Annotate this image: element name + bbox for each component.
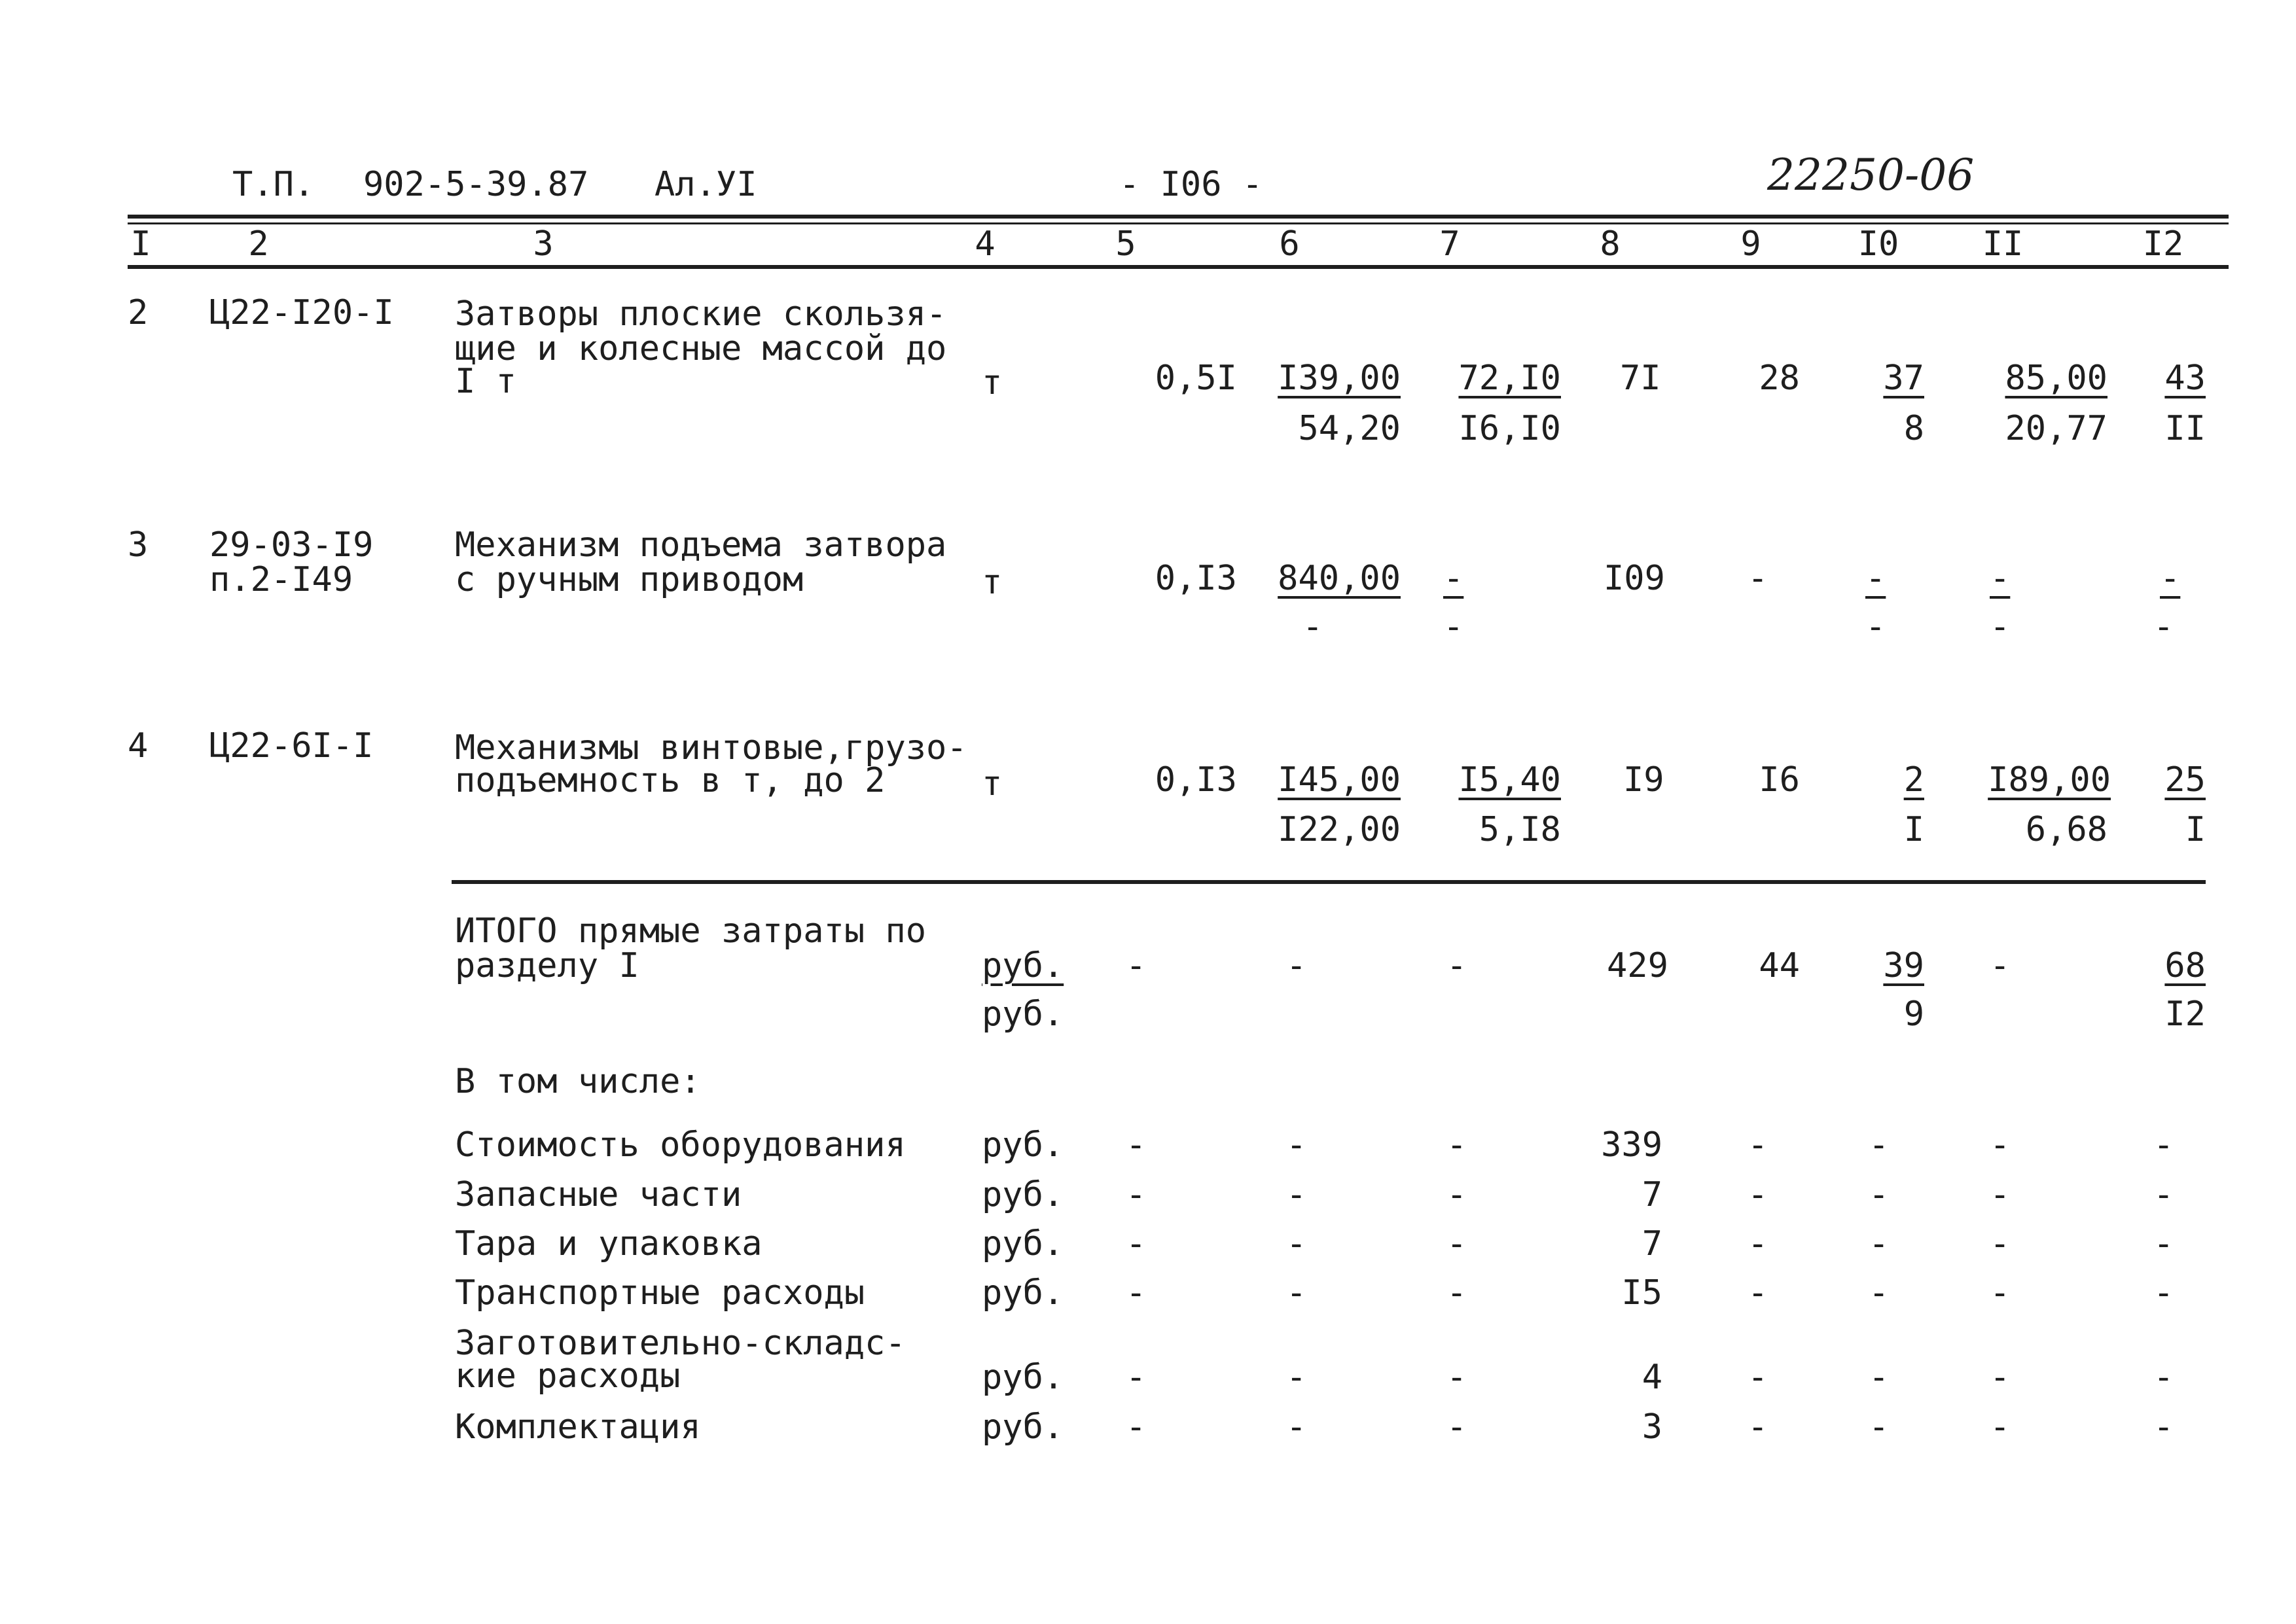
total-col10-top: 39 bbox=[1883, 946, 1924, 985]
breakdown-col11: - bbox=[1990, 1125, 2011, 1165]
row-col7-top: I5,40 bbox=[1458, 760, 1561, 800]
breakdown-col12: - bbox=[2153, 1407, 2174, 1447]
breakdown-col5: - bbox=[1126, 1175, 1147, 1214]
row-col5: 0,I3 bbox=[1155, 760, 1237, 800]
total-col12-top: 68 bbox=[2164, 946, 2206, 985]
row-code: Ц22-6I-I bbox=[209, 726, 374, 766]
row-col11-top: I89,00 bbox=[1988, 760, 2111, 800]
breakdown-col8: 3 bbox=[1641, 1407, 1662, 1447]
total-col9: 44 bbox=[1759, 946, 1800, 985]
breakdown-unit: руб. bbox=[982, 1125, 1064, 1165]
row-col8: I09 bbox=[1604, 559, 1665, 598]
breakdown-col8: I5 bbox=[1621, 1273, 1662, 1313]
breakdown-col5: - bbox=[1126, 1224, 1147, 1263]
row-col9: - bbox=[1748, 559, 1768, 598]
row-col6-bottom: - bbox=[1302, 607, 1323, 646]
breakdown-unit: руб. bbox=[982, 1407, 1064, 1447]
breakdown-col10: - bbox=[1869, 1224, 1890, 1263]
breakdown-col10: - bbox=[1869, 1358, 1890, 1397]
breakdown-col5: - bbox=[1126, 1407, 1147, 1447]
total-col8: 429 bbox=[1607, 946, 1668, 985]
row-col12-bottom: I bbox=[2185, 810, 2206, 849]
breakdown-col12: - bbox=[2153, 1224, 2174, 1263]
row-name-line: с ручным приводом bbox=[455, 560, 804, 599]
breakdown-col8: 7 bbox=[1641, 1175, 1662, 1214]
total-col11: - bbox=[1990, 946, 2011, 985]
row-col7-bottom: 5,I8 bbox=[1479, 810, 1561, 849]
row-unit: т bbox=[982, 563, 1003, 602]
breakdown-col9: - bbox=[1748, 1358, 1768, 1397]
page-number: - I06 - bbox=[1119, 165, 1263, 204]
row-col7-bottom: I6,I0 bbox=[1458, 409, 1561, 448]
row-name-line: Затворы плоские скользя- bbox=[455, 294, 947, 334]
row-col5: 0,I3 bbox=[1155, 559, 1237, 598]
row-name-line: щие и колесные массой до bbox=[455, 329, 947, 368]
breakdown-col6: - bbox=[1286, 1358, 1307, 1397]
total-col7: - bbox=[1446, 946, 1467, 985]
row-col8: 7I bbox=[1620, 359, 1661, 398]
row-number: 4 bbox=[128, 726, 149, 766]
breakdown-col11: - bbox=[1990, 1175, 2011, 1214]
breakdown-unit: руб. bbox=[982, 1358, 1064, 1397]
breakdown-col9: - bbox=[1748, 1273, 1768, 1313]
col-num: 7 bbox=[1439, 224, 1460, 264]
row-col6-bottom: I22,00 bbox=[1278, 810, 1401, 849]
row-col10-top: 2 bbox=[1903, 760, 1924, 800]
row-name-line: Механизм подъема затвора bbox=[455, 525, 947, 565]
breakdown-name: кие расходы bbox=[455, 1356, 681, 1396]
breakdown-col11: - bbox=[1990, 1407, 2011, 1447]
row-col11-top: - bbox=[1990, 559, 2011, 598]
row-col10-bottom: 8 bbox=[1903, 409, 1924, 448]
row-col11-bottom: 20,77 bbox=[2005, 409, 2108, 448]
row-col7-bottom: - bbox=[1443, 607, 1464, 646]
row-col7-top: 72,I0 bbox=[1458, 359, 1561, 398]
breakdown-name: Комплектация bbox=[455, 1407, 701, 1447]
breakdown-col12: - bbox=[2153, 1273, 2174, 1313]
breakdown-name: Тара и упаковка bbox=[455, 1224, 762, 1263]
total-unit-bottom: руб. bbox=[982, 995, 1064, 1034]
row-col10-top: 37 bbox=[1883, 359, 1924, 398]
breakdown-col6: - bbox=[1286, 1407, 1307, 1447]
row-col10-bottom: I bbox=[1903, 810, 1924, 849]
header-project: 902-5-39.87 bbox=[363, 165, 589, 204]
row-col8: I9 bbox=[1623, 760, 1664, 800]
row-name-line: подъемность в т, до 2 bbox=[455, 761, 886, 800]
including-label: В том числе: bbox=[455, 1062, 701, 1101]
row-code: п.2-I49 bbox=[209, 560, 353, 599]
row-col5: 0,5I bbox=[1155, 359, 1237, 398]
row-code: Ц22-I20-I bbox=[209, 293, 394, 332]
row-col12-top: - bbox=[2160, 559, 2181, 598]
row-col6-top: 840,00 bbox=[1278, 559, 1401, 598]
breakdown-name: Заготовительно-складс- bbox=[455, 1324, 906, 1363]
breakdown-unit: руб. bbox=[982, 1224, 1064, 1263]
breakdown-col9: - bbox=[1748, 1175, 1768, 1214]
breakdown-col6: - bbox=[1286, 1125, 1307, 1165]
header-tp: Т.П. bbox=[232, 165, 315, 204]
breakdown-col6: - bbox=[1286, 1273, 1307, 1313]
row-col9: 28 bbox=[1759, 359, 1800, 398]
breakdown-col5: - bbox=[1126, 1125, 1147, 1165]
row-col6-top: I45,00 bbox=[1278, 760, 1401, 800]
row-name-line: I т bbox=[455, 362, 516, 401]
row-col12-top: 43 bbox=[2164, 359, 2206, 398]
document-code: 22250-06 bbox=[1767, 150, 1975, 200]
breakdown-unit: руб. bbox=[982, 1273, 1064, 1313]
row-col11-top: 85,00 bbox=[2005, 359, 2108, 398]
breakdown-col7: - bbox=[1446, 1273, 1467, 1313]
row-col10-bottom: - bbox=[1865, 607, 1886, 646]
breakdown-unit: руб. bbox=[982, 1175, 1064, 1214]
total-col5: - bbox=[1126, 946, 1147, 985]
breakdown-col7: - bbox=[1446, 1358, 1467, 1397]
col-num: II bbox=[1982, 224, 2024, 264]
breakdown-col8: 4 bbox=[1641, 1358, 1662, 1397]
breakdown-col7: - bbox=[1446, 1407, 1467, 1447]
breakdown-col10: - bbox=[1869, 1273, 1890, 1313]
total-col6: - bbox=[1286, 946, 1307, 985]
row-number: 3 bbox=[128, 525, 149, 565]
header-double-rule bbox=[128, 222, 2229, 224]
breakdown-col10: - bbox=[1869, 1175, 1890, 1214]
row-number: 2 bbox=[128, 293, 149, 332]
row-col12-bottom: - bbox=[2153, 607, 2174, 646]
breakdown-name: Транспортные расходы bbox=[455, 1273, 865, 1313]
breakdown-col8: 339 bbox=[1601, 1125, 1662, 1165]
breakdown-col7: - bbox=[1446, 1125, 1467, 1165]
col-num: I bbox=[130, 224, 151, 264]
header-top-rule bbox=[128, 215, 2229, 219]
col-num: 9 bbox=[1740, 224, 1761, 264]
breakdown-col9: - bbox=[1748, 1224, 1768, 1263]
col-num: 3 bbox=[533, 224, 554, 264]
breakdown-col12: - bbox=[2153, 1358, 2174, 1397]
row-col10-top: - bbox=[1865, 559, 1886, 598]
breakdown-col7: - bbox=[1446, 1224, 1467, 1263]
breakdown-col5: - bbox=[1126, 1358, 1147, 1397]
breakdown-col7: - bbox=[1446, 1175, 1467, 1214]
breakdown-name: Стоимость оборудования bbox=[455, 1125, 906, 1165]
total-name-line: разделу I bbox=[455, 946, 639, 985]
breakdown-col8: 7 bbox=[1641, 1224, 1662, 1263]
total-col10-bottom: 9 bbox=[1903, 995, 1924, 1034]
col-num: 8 bbox=[1600, 224, 1621, 264]
breakdown-col9: - bbox=[1748, 1407, 1768, 1447]
col-num: 2 bbox=[248, 224, 269, 264]
breakdown-col11: - bbox=[1990, 1358, 2011, 1397]
column-numbers-rule bbox=[128, 265, 2229, 269]
col-num: 5 bbox=[1115, 224, 1136, 264]
row-code: 29-03-I9 bbox=[209, 525, 374, 565]
breakdown-col12: - bbox=[2153, 1125, 2174, 1165]
row-unit: т bbox=[982, 363, 1003, 402]
breakdown-col10: - bbox=[1869, 1407, 1890, 1447]
breakdown-col10: - bbox=[1869, 1125, 1890, 1165]
total-col12-bottom: I2 bbox=[2164, 995, 2206, 1034]
header-album: Ал.УI bbox=[655, 165, 757, 204]
breakdown-col12: - bbox=[2153, 1175, 2174, 1214]
row-col7-top: - bbox=[1443, 559, 1464, 598]
total-name-line: ИТОГО прямые затраты по bbox=[455, 911, 927, 951]
breakdown-col6: - bbox=[1286, 1175, 1307, 1214]
row-col11-bottom: - bbox=[1990, 607, 2011, 646]
breakdown-col9: - bbox=[1748, 1125, 1768, 1165]
row-col12-bottom: II bbox=[2164, 409, 2206, 448]
col-num: 6 bbox=[1279, 224, 1300, 264]
breakdown-col11: - bbox=[1990, 1224, 2011, 1263]
col-num: I0 bbox=[1857, 224, 1899, 264]
breakdown-col6: - bbox=[1286, 1224, 1307, 1263]
row-col9: I6 bbox=[1759, 760, 1800, 800]
row-unit: т bbox=[982, 764, 1003, 803]
row-col6-bottom: 54,20 bbox=[1298, 409, 1401, 448]
breakdown-col11: - bbox=[1990, 1273, 2011, 1313]
row-col12-top: 25 bbox=[2164, 760, 2206, 800]
total-unit-top: руб. bbox=[982, 946, 1064, 985]
col-num: I2 bbox=[2142, 224, 2184, 264]
row-col6-top: I39,00 bbox=[1278, 359, 1401, 398]
section-total-rule bbox=[452, 880, 2206, 884]
breakdown-col5: - bbox=[1126, 1273, 1147, 1313]
breakdown-name: Запасные части bbox=[455, 1175, 742, 1214]
col-num: 4 bbox=[975, 224, 996, 264]
row-name-line: Механизмы винтовые,грузо- bbox=[455, 728, 967, 768]
row-col11-bottom: 6,68 bbox=[2025, 810, 2108, 849]
